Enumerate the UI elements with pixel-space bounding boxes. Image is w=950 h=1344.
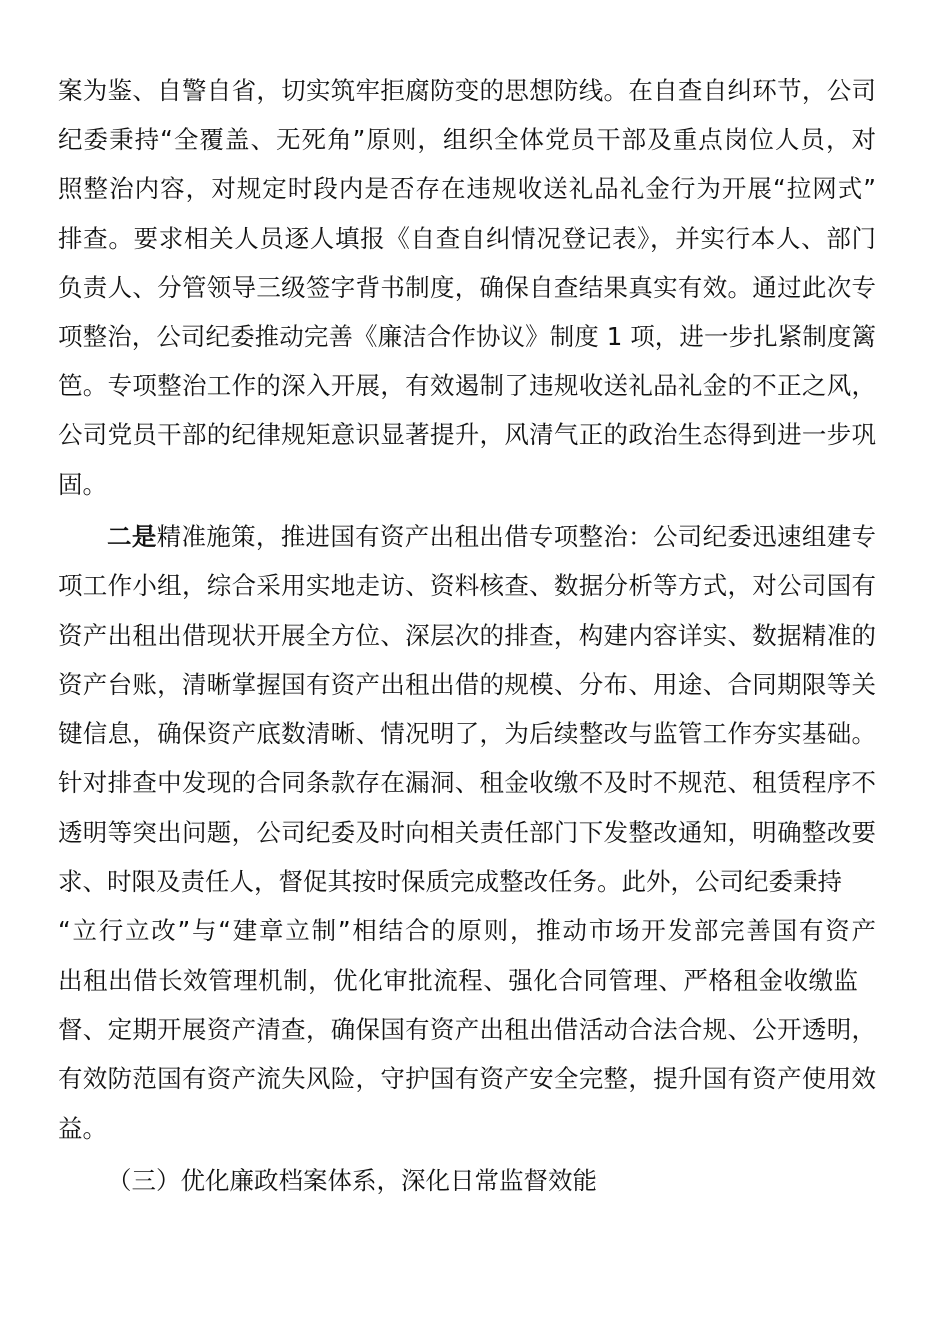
paragraph-2-line-8: 求、时限及责任人，督促其按时保质完成整改任务。此外，公司纪委秉持 (58, 867, 842, 896)
paragraph-1-line-8: 公司党员干部的纪律规矩意识显著提升，风清气正的政治生态得到进一步巩 (58, 420, 876, 449)
paragraph-1-line-4: 排查。要求相关人员逐人填报《自查自纠情况登记表》，并实行本人、部门 (58, 224, 876, 253)
paragraph-1-line-6: 项整治，公司纪委推动完善《廉洁合作协议》制度 1 项，进一步扎紧制度篱 (58, 322, 876, 351)
paragraph-1-line-5: 负责人、分管领导三级签字背书制度，确保自查结果真实有效。通过此次专 (58, 273, 876, 302)
paragraph-2-line-1 (107, 522, 876, 552)
paragraph-2-line-10: 出租出借长效管理机制，优化审批流程、强化合同管理、严格租金收缴监 (58, 966, 858, 995)
paragraph-1-line-1: 案为鉴、自警自省，切实筑牢拒腐防变的思想防线。在自查自纠环节，公司 (58, 76, 876, 105)
paragraph-2-line-11: 督、定期开展资产清查，确保国有资产出租出借活动合法合规、公开透明， (58, 1015, 876, 1044)
paragraph-2-lead: 二是 (107, 522, 157, 551)
paragraph-1-line-9: 固。 (58, 470, 107, 499)
paragraph-2-line-4: 资产台账，清晰掌握国有资产出租出借的规模、分布、用途、合同期限等关 (58, 670, 876, 699)
paragraph-2-line-3: 资产出租出借现状开展全方位、深层次的排查，构建内容详实、数据精准的 (58, 621, 876, 650)
paragraph-2-line-6: 针对排查中发现的合同条款存在漏洞、租金收缴不及时不规范、租赁程序不 (58, 768, 876, 797)
paragraph-1-line-3: 照整治内容，对规定时段内是否存在违规收送礼品礼金行为开展“拉网式” (58, 174, 876, 203)
paragraph-2-line-2: 项工作小组，综合采用实地走访、资料核查、数据分析等方式，对公司国有 (58, 571, 876, 600)
paragraph-1-line-7: 笆。专项整治工作的深入开展，有效遏制了违规收送礼品礼金的不正之风， (58, 371, 876, 400)
paragraph-2-line-12: 有效防范国有资产流失风险，守护国有资产安全完整，提升国有资产使用效 (58, 1064, 876, 1093)
paragraph-1-line-2: 纪委秉持“全覆盖、无死角”原则，组织全体党员干部及重点岗位人员，对 (58, 125, 876, 154)
section-heading: （三）优化廉政档案体系，深化日常监督效能 (107, 1166, 597, 1195)
paragraph-2-line-1-text: 精准施策，推进国有资产出租出借专项整治：公司纪委迅速组建专 (156, 522, 877, 551)
paragraph-2-line-13: 益。 (58, 1114, 107, 1143)
paragraph-2-line-9: “立行立改”与“建章立制”相结合的原则，推动市场开发部完善国有资产 (58, 916, 876, 945)
paragraph-2-line-7: 透明等突出问题，公司纪委及时向相关责任部门下发整改通知，明确整改要 (58, 818, 876, 847)
paragraph-2-line-5: 键信息，确保资产底数清晰、情况明了，为后续整改与监管工作夯实基础。 (58, 719, 876, 748)
